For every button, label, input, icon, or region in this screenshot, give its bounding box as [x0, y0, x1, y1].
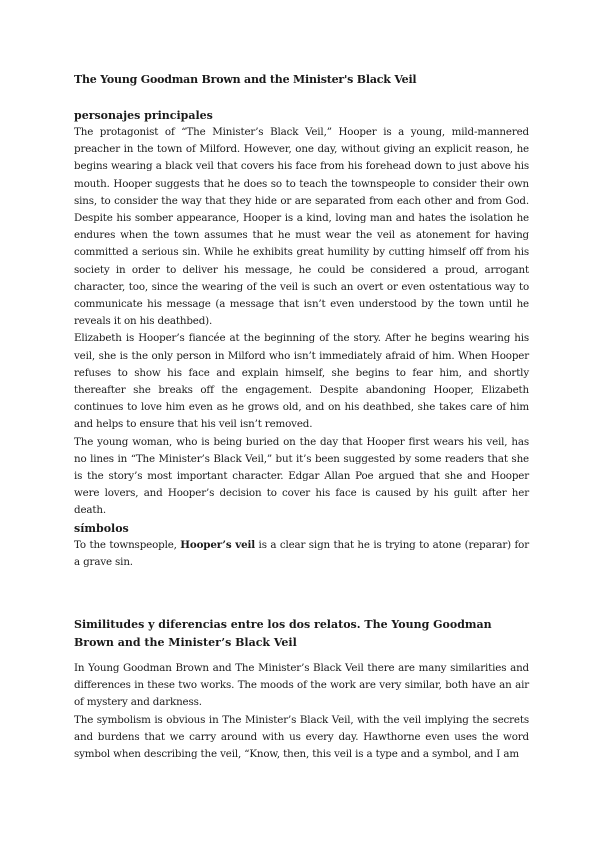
paragraph-young-woman: The young woman, who is being buried on the day that Hooper first wears his veil, has no lines in “The Minister’s Black Veil,” but it’s been suggested by some readers that she is the story’s most important character. Edgar Allan Poe argued that she and Hooper were lovers, and Hooper’s decision to cover his face is caused by his guilt after her death.: [74, 435, 529, 517]
section-heading-symbols: símbolos: [74, 521, 129, 535]
section-heading-characters: personajes principales: [74, 109, 213, 122]
symbols-text-after: is a clear sign that he is trying to atone (reparar) for a grave sin.: [74, 538, 529, 568]
paragraph-elizabeth: Elizabeth is Hooper’s fiancée at the beginning of the story. After he begins wearing his veil, she is the only person in Milford who isn’t immediately afraid of him. When Hooper refuses to show his face and explain himself, she begins to fear him, and shortly thereafter she breaks off the engagement. Despite abandoning Hooper, Elizabeth continues to love him even as he grows old, and on his deathbed, she takes care of him and helps to ensure that his veil isn’t removed.: [74, 332, 529, 431]
section-main-characters: [74, 107, 529, 571]
document-title: The Young Goodman Brown and the Minister's Black Veil: [74, 73, 417, 86]
paragraph-hooper: The protagonist of “The Minister’s Black Veil,” Hooper is a young, mild-mannered preacher in the town of Milford. However, one day, without giving an explicit reason, he begins wearing a black veil that covers his face from his forehead down to just above his mouth. Hooper suggests that he does so to teach the townspeople to consider their own sins, to consider the way that they hide or are separated from each other and from God. Despite his somber appearance, Hooper is a kind, loving man and hates the isolation he endures when the town assumes that he must wear the veil as atonement for having committed a serious sin. While he exhibits great humility by cutting himself off from his society in order to deliver his message, he could be considered a proud, arrogant character, too, since the wearing of the veil is such an overt or even ostentatious way to communicate his message (a message that isn’t even understood by the town until he reveals it on his deathbed).: [74, 126, 529, 328]
symbols-text-before: To the townspeople,: [74, 538, 181, 551]
paragraph-similarities-2: The symbolism is obvious in The Minister’s Black Veil, with the veil implying the secrets and burdens that we carry around with us every day. Hawthorne even uses the word symbol when describing the veil, “Know, then, this veil is a type and a symbol, and I am: [74, 713, 529, 761]
symbols-text-bold: Hooper’s veil: [180, 538, 256, 551]
section-similarities: [74, 616, 529, 763]
paragraph-similarities-1: In Young Goodman Brown and The Minister’s Black Veil there are many similarities and differences in these two works. The moods of the work are very similar, both have an air of mystery and darkness.: [74, 662, 529, 709]
paragraph-symbols: [74, 537, 529, 571]
section-heading-similarities: Similitudes y diferencias entre los dos relatos. The Young Goodman Brown and the Minister’s Black Veil: [74, 618, 492, 649]
